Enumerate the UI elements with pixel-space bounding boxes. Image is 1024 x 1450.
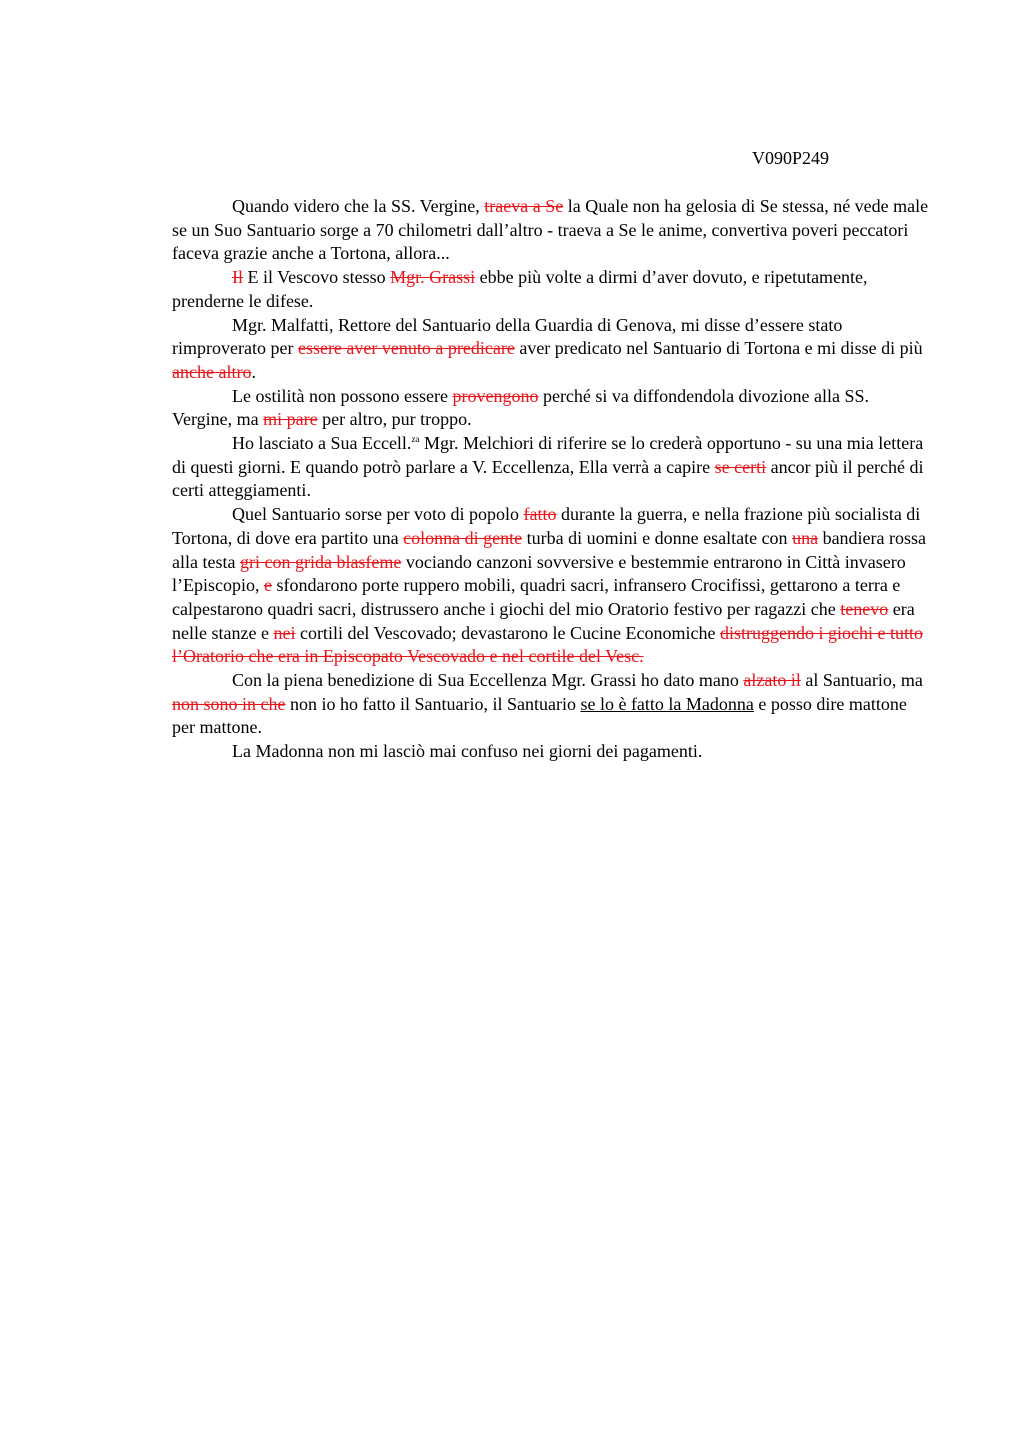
text-run: Quel Santuario sorse per voto di popolo <box>232 504 524 525</box>
underlined-text: se lo è fatto la Madonna <box>580 693 754 714</box>
text-run: Con la piena benedizione di Sua Eccellenza Mgr. Grassi ho dato mano <box>232 670 744 691</box>
text-run: Ho lasciato a Sua Eccell. <box>232 433 412 454</box>
text-run: La Madonna non mi lasciò mai confuso nei giorni dei pagamenti. <box>232 741 703 762</box>
deleted-text: tenevo <box>840 598 889 619</box>
text-run: . <box>251 361 256 382</box>
deleted-text: provengono <box>452 385 539 406</box>
deleted-text: nei <box>273 622 296 643</box>
paragraph <box>172 432 930 503</box>
deleted-text: e <box>264 575 272 596</box>
text-run: perché si va diffondendola divozione alla SS. Vergine, ma <box>172 385 870 430</box>
deleted-text: se certi <box>714 456 767 477</box>
text-run: cortili del Vescovado; devastarono le Cucine Economiche <box>295 622 720 643</box>
paragraph <box>172 669 930 740</box>
text-run: E il Vescovo stesso <box>243 267 391 288</box>
text-run: e posso dire mattone per mattone. <box>172 693 907 738</box>
deleted-text: essere aver venuto a predicare <box>297 338 515 359</box>
text-run: Le ostilità non possono essere <box>232 385 453 406</box>
deleted-text: fatto <box>523 504 557 525</box>
text-run: Quando videro che la SS. Vergine, <box>232 196 485 216</box>
deleted-text: traeva a Se <box>484 196 564 216</box>
text-run: bandiera rossa alla testa <box>172 527 927 572</box>
deleted-text: non sono in che <box>172 693 286 714</box>
paragraph <box>172 195 930 266</box>
paragraph <box>172 503 930 669</box>
text-run: aver predicato nel Santuario di Tortona e mi disse di più <box>514 338 923 359</box>
text-run: non io ho fatto il Santuario, il Santuario <box>285 693 581 714</box>
document-body <box>172 195 930 764</box>
deleted-text: Il <box>232 267 243 288</box>
superscript-text: za <box>411 434 420 445</box>
text-run: per altro, pur troppo. <box>317 409 472 430</box>
text-run: ancor più il perché di certi atteggiamenti. <box>172 456 924 501</box>
paragraph <box>172 385 930 432</box>
document-id: V090P249 <box>752 148 830 168</box>
deleted-text: alzato il <box>743 670 801 691</box>
text-run: la Quale non ha gelosia di Se stessa, né vede male se un Suo Santuario sorge a 70 chilometri dall’altro - traeva a Se le anime, convertiva poveri peccatori faceva grazie anche a Tortona, allora... <box>172 196 929 264</box>
text-run: vociando canzoni sovversive e bestemmie entrarono in Città invasero l’Episcopio, <box>172 551 906 596</box>
text-run: al Santuario, ma <box>800 670 923 691</box>
paragraph <box>172 740 930 764</box>
deleted-text: Mgr. Grassi <box>390 267 476 288</box>
text-run: Mgr. Malfatti, Rettore del Santuario della Guardia di Genova, mi disse d’essere stato rimproverato per <box>172 314 843 359</box>
text-run: durante la guerra, e nella frazione più socialista di Tortona, di dove era partito una <box>172 504 921 548</box>
text-run: Mgr. Melchiori di riferire se lo crederà opportuno - su una mia lettera di questi giorni. E quando potrò parlare a V. Eccellenza, Ella verrà a capire <box>172 433 924 477</box>
paragraph <box>172 266 930 313</box>
text-run: sfondarono porte ruppero mobili, quadri sacri, infransero Crocifissi, gettarono a terra e calpestarono quadri sacri, distrussero anche i giochi del mio Oratorio festivo per ragazzi che <box>172 575 901 619</box>
deleted-text: anche altro <box>172 361 252 382</box>
text-run: era nelle stanze e <box>172 598 915 643</box>
deleted-text: colonna di gente <box>403 527 523 548</box>
deleted-text: una <box>792 527 819 548</box>
paragraph <box>172 314 930 385</box>
text-run: ebbe più volte a dirmi d’aver dovuto, e ripetutamente, prenderne le difese. <box>172 267 868 311</box>
text-run: turba di uomini e donne esaltate con <box>522 527 793 548</box>
deleted-text: gri con grida blasfeme <box>239 551 402 572</box>
deleted-text: mi pare <box>263 409 318 430</box>
deleted-text: distruggendo i giochi e tutto l’Oratorio che era in Episcopato Vescovado e nel cortile del Vesc. <box>172 622 923 667</box>
